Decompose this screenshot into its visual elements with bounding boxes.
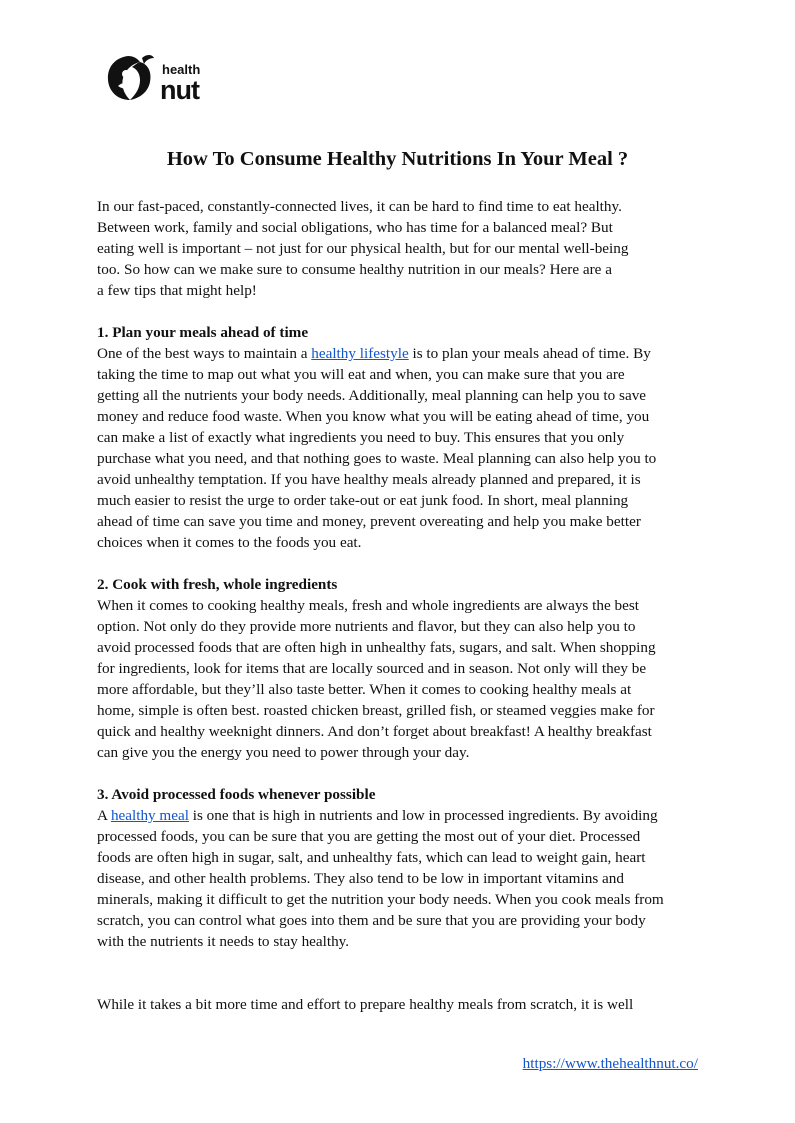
article-body [97, 196, 707, 1015]
page-title: How To Consume Healthy Nutritions In Your Meal ? [166, 148, 629, 170]
section-line: home, simple is often best. roasted chicken breast, grilled fish, or steamed veggies make for [97, 702, 655, 719]
healthy-lifestyle-link[interactable]: healthy lifestyle [311, 345, 409, 362]
intro-line: eating well is important – not just for our physical health, but for our mental well-being [97, 240, 629, 257]
healthnut-logo [104, 52, 220, 104]
section-heading: 3. Avoid processed foods whenever possible [97, 786, 376, 803]
section-line: getting all the nutrients your body needs. Additionally, meal planning can help you to save [97, 387, 647, 404]
section-line: avoid unhealthy temptation. If you have healthy meals already planned and prepared, it is [97, 471, 641, 488]
intro-line: In our fast-paced, constantly-connected lives, it can be hard to find time to eat healthy. [97, 198, 622, 215]
text-span: is to plan your meals ahead of time. By [408, 345, 651, 362]
healthnut-logo-mark-icon [104, 52, 220, 104]
section-line: for ingredients, look for items that are locally sourced and in season. Not only will they be [97, 660, 647, 677]
section-line: can make a list of exactly what ingredients you need to buy. This ensures that you only [97, 429, 625, 446]
section-line: disease, and other health problems. They also tend to be low in important vitamins and [97, 870, 624, 887]
section-line [97, 805, 707, 826]
text-span: is one that is high in nutrients and low in processed ingredients. By avoiding [188, 807, 658, 824]
section-line: avoid processed foods that are often high in unhealthy fats, sugars, and salt. When shopping [97, 639, 656, 656]
closing-paragraph [97, 994, 707, 1015]
section-line: When it comes to cooking healthy meals, fresh and whole ingredients are always the best [97, 597, 639, 614]
section-line: money and reduce food waste. When you know what you will be eating ahead of time, you [97, 408, 650, 425]
section-line: can give you the energy you need to power through your day. [97, 744, 470, 761]
intro-line: Between work, family and social obligations, who has time for a balanced meal? But [97, 219, 613, 236]
spacer [97, 763, 707, 784]
section-heading: 1. Plan your meals ahead of time [97, 324, 309, 341]
section-line: scratch, you can control what goes into them and be sure that you are providing your body [97, 912, 646, 929]
section-line: much easier to resist the urge to order take-out or eat junk food. In short, meal planning [97, 492, 629, 509]
logo-small-text: health [162, 62, 201, 77]
closing-line: While it takes a bit more time and effort to prepare healthy meals from scratch, it is well [97, 996, 634, 1013]
section-line: taking the time to map out what you will eat and when, you can make sure that you are [97, 366, 625, 383]
section-line: more affordable, but they’ll also taste better. When it comes to cooking healthy meals at [97, 681, 632, 698]
intro-paragraph [97, 196, 707, 301]
logo-big-text: nut [160, 75, 199, 104]
section-line [97, 343, 707, 364]
section-line: choices when it comes to the foods you eat. [97, 534, 362, 551]
section-line: ahead of time can save you time and money, prevent overeating and help you make better [97, 513, 641, 530]
section-line: processed foods, you can be sure that you are getting the most out of your diet. Processed [97, 828, 641, 845]
text-span: One of the best ways to maintain a [97, 345, 312, 362]
section-line: purchase what you need, and that nothing goes to waste. Meal planning can also help you to [97, 450, 657, 467]
spacer [97, 301, 707, 322]
text-span: A [97, 807, 111, 824]
section-line: option. Not only do they provide more nutrients and flavor, but they can also help you to [97, 618, 636, 635]
section-plan-meals [97, 322, 707, 553]
spacer [97, 553, 707, 574]
section-line: foods are often high in sugar, salt, and unhealthy fats, which can lead to weight gain, heart [97, 849, 646, 866]
section-line: minerals, making it difficult to get the nutrition your body needs. When you cook meals from [97, 891, 664, 908]
intro-line: too. So how can we make sure to consume healthy nutrition in our meals? Here are a [97, 261, 612, 278]
section-heading: 2. Cook with fresh, whole ingredients [97, 576, 338, 593]
intro-line: a few tips that might help! [97, 282, 257, 299]
footer-website-link[interactable]: https://www.thehealthnut.co/ [522, 1055, 698, 1072]
spacer [97, 952, 707, 994]
healthy-meal-link[interactable]: healthy meal [110, 807, 189, 824]
section-line: with the nutrients it needs to stay healthy. [97, 933, 350, 950]
section-avoid-processed [97, 784, 707, 952]
section-line: quick and healthy weeknight dinners. And don’t forget about breakfast! A healthy breakfast [97, 723, 652, 740]
section-fresh-ingredients [97, 574, 707, 763]
